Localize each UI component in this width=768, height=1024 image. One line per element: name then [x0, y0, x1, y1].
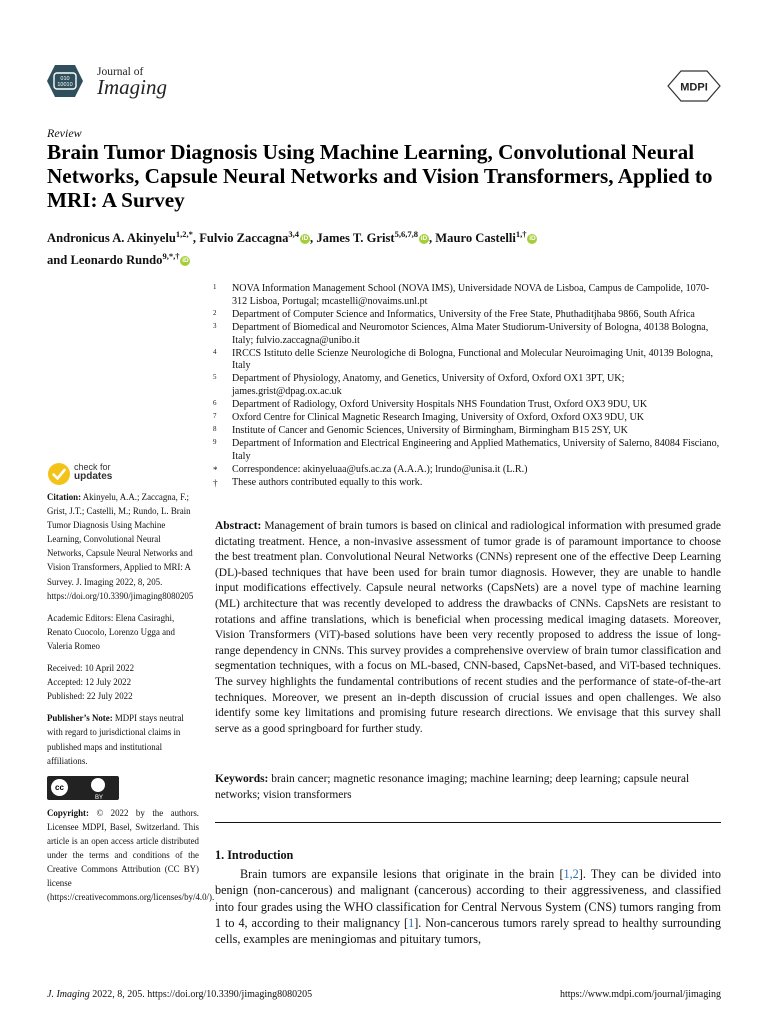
citation-block: Citation: Akinyelu, A.A.; Zaccagna, F.; Grist, J.T.; Castelli, M.; Rundo, L. Brain Tumor Diagnosis Using Machine Learning, Convolutional Neural Networks, Capsule Neural Networks and Vision Transformers, Applied to MRI: A Survey. J. Imaging 2022, 8, 205. https://doi.org/10.3390/jimaging8080205 [47, 492, 194, 601]
publisher-note: Publisher’s Note: MDPI stays neutral with regard to jurisdictional claims in published maps and institutional affiliations. [47, 713, 184, 766]
author[interactable]: James T. Grist$^{5,6,7,8}$ iD [316, 229, 428, 246]
affiliation-item: 1 NOVA Information Management School (NOVA IMS), Universidade NOVA de Lisboa, Campus de Campolide, 1070-312 Lisboa, Portugal; mcastelli@novaims.unl.pt [213, 283, 710, 307]
affiliation-item: 6 Department of Radiology, Oxford University Hospitals NHS Foundation Trust, Oxford OX3 9DU, UK [213, 399, 648, 411]
author[interactable]: Fulvio Zaccagna$^{3,4}$ iD [199, 229, 309, 246]
svg-text:010: 010 [60, 76, 70, 82]
keywords: Keywords: brain cancer; magnetic resonance imaging; machine learning; deep learning; capsule neural networks; vision transformers [215, 773, 690, 801]
copyright-block: Copyright: © 2022 by the authors. Licensee MDPI, Basel, Switzerland. This article is an open access article distributed under the terms and conditions of the Creative Commons Attribution (CC BY) license (https://creativecommons.org/licenses/by/4.0/). [47, 807, 215, 903]
received-date: Received: 10 April 2022 [47, 663, 135, 674]
author[interactable]: Andronicus A. Akinyelu$^{1,2,*}$ [47, 229, 193, 246]
correspondence: * Correspondence: akinyeluaa@ufs.ac.za (A.A.A.); lrundo@unisa.it (L.R.) [213, 463, 528, 475]
footer-journal-url[interactable]: https://www.mdpi.com/journal/jimaging [559, 989, 721, 1000]
affiliation-item: 2 Department of Computer Science and Informatics, University of the Free State, Phuthaditjhaba 9866, South Africa [213, 308, 695, 320]
cc-by-license-badge[interactable] [47, 776, 119, 800]
abstract: Abstract: Management of brain tumors is based on clinical and radiological information with presumed grade dictating treatment. Hence, a non-invasive assessment of tumor grade is of paramount importance to choose the best treatment plan. Convolutional Neural Networks (CNNs) represent one of the effective Deep Learning (DL)-based techniques that have been used for brain tumor diagnosis. However, they are unable to handle input modifications effectively. Capsule neural networks (CapsNets) are a novel type of machine learning (ML) architecture that was recently developed to address the drawbacks of CNNs. CapsNets are resistant to rotations and affine translations, which is beneficial when processing medical imaging datasets. Moreover, Vision Transformers (ViT)-based solutions have been very recently proposed to address the issue of long-range dependency in CNNs. This survey provides a comprehensive overview of brain tumor classification and segmentation techniques, with a focus on ML-based, CNN-based, CapsNet-based, and ViT-based techniques. The survey highlights the fundamental contributions of recent studies and the performance of state-of-the-art techniques. Moreover, we present an in-depth discussion of crucial issues and open challenges. We also identify some key limitations and promising future research directions. We envisage that this survey shall serve as a good springboard for further study. [215, 520, 722, 735]
attribution-icon [91, 778, 105, 792]
orcid-icon[interactable]: iD [529, 235, 536, 243]
journal-name[interactable]: Imaging [97, 75, 167, 99]
check-updates-icon [47, 462, 71, 486]
affiliation-item: 9 Department of Information and Electrical Engineering and Applied Mathematics, University of Salerno, 84084 Fisciano, Italy [213, 437, 720, 462]
svg-text:10010: 10010 [57, 82, 73, 88]
affiliation-item: 4 IRCCS Istituto delle Scienze Neurologiche di Bologna, Functional and Molecular Neuroimaging Unit, 40139 Bologna, Italy [213, 347, 714, 372]
article-type: Review [47, 126, 82, 140]
reference-link[interactable]: 1 [408, 915, 415, 930]
academic-editors: Academic Editors: Elena Casiraghi, Renato Cuocolo, Lorenzo Ugga and Valeria Romeo [47, 612, 175, 651]
footer-citation: J. Imaging 2022, 8, 205. https://doi.org/10.3390/jimaging8080205 [47, 989, 313, 1000]
equal-contribution-note: † These authors contributed equally to this work. [213, 476, 423, 488]
author[interactable]: Mauro Castelli$^{1,\dagger}$ iD [435, 229, 536, 246]
article-title: Brain Tumor Diagnosis Using Machine Learning, Convolutional Neural Networks, Capsule Neural Networks and Vision Transformers, Applied to MRI: A Survey [47, 140, 713, 212]
author[interactable]: and Leonardo Rundo$^{9,*,\dagger}$ iD [47, 251, 189, 268]
check-updates-label: check for updates [74, 462, 113, 482]
by-label: BY [94, 794, 103, 801]
affiliation-item: 3 Department of Biomedical and Neuromotor Sciences, Alma Mater Studiorum-University of Bologna, 40138 Bologna, Italy; fulvio.zaccagna@unibo.it [213, 321, 709, 346]
journal-logo-icon [46, 64, 84, 98]
dates-block [47, 661, 199, 703]
affiliation-item: 5 Department of Physiology, Anatomy, and Genetics, University of Oxford, Oxford OX1 3PT, UK; james.grist@dpag.ox.ac.uk [213, 373, 625, 398]
orcid-icon[interactable]: iD [420, 235, 428, 243]
check-for-updates-button[interactable] [47, 462, 199, 488]
accepted-date: Accepted: 12 July 2022 [47, 677, 132, 688]
affiliation-item: 8 Institute of Cancer and Genomic Sciences, University of Birmingham, Birmingham B15 2SY, UK [213, 424, 628, 436]
affiliation-item: 7 Oxford Centre for Clinical Magnetic Research Imaging, University of Oxford, Oxford OX3 9DU, UK [213, 412, 645, 424]
mdpi-logo[interactable] [667, 70, 721, 102]
orcid-icon[interactable]: iD [182, 257, 189, 265]
journal-prefix: Journal of [97, 66, 144, 78]
orcid-icon[interactable]: iD [301, 235, 309, 243]
reference-link[interactable]: 1,2 [563, 867, 579, 881]
published-date: Published: 22 July 2022 [47, 691, 133, 702]
affiliations-list [213, 283, 723, 490]
sidebar [47, 462, 215, 904]
author-list: Andronicus A. Akinyelu$^{1,2,*}$, Fulvio Zaccagna$^{3,4}$ iD , James T. Grist$^{5,6,7,8}$ iD , Mauro Castelli$^{1,\dagger}$ iD and Leonardo Rundo$^{9,*,\dagger}$ iD [47, 229, 536, 268]
creative-commons-icon: cc [51, 779, 68, 796]
section-heading: 1. Introduction [215, 848, 294, 862]
intro-paragraph: Brain tumors are expansile lesions that originate in the brain [1,2]. They can be divided into benign (non-cancerous) and malignant (cancerous) according to their aggressiveness, and classified into four grades using the WHO classification for Central Nervous System (CNS) tumors ranging from 1 to 4, according to their malignancy [1]. Non-cancerous tumors rarely spread to healthy surrounding cells, examples are meningiomas and pituitary tumors, [215, 867, 722, 947]
mdpi-logo-text: MDPI [680, 81, 708, 94]
section-divider [215, 822, 721, 823]
